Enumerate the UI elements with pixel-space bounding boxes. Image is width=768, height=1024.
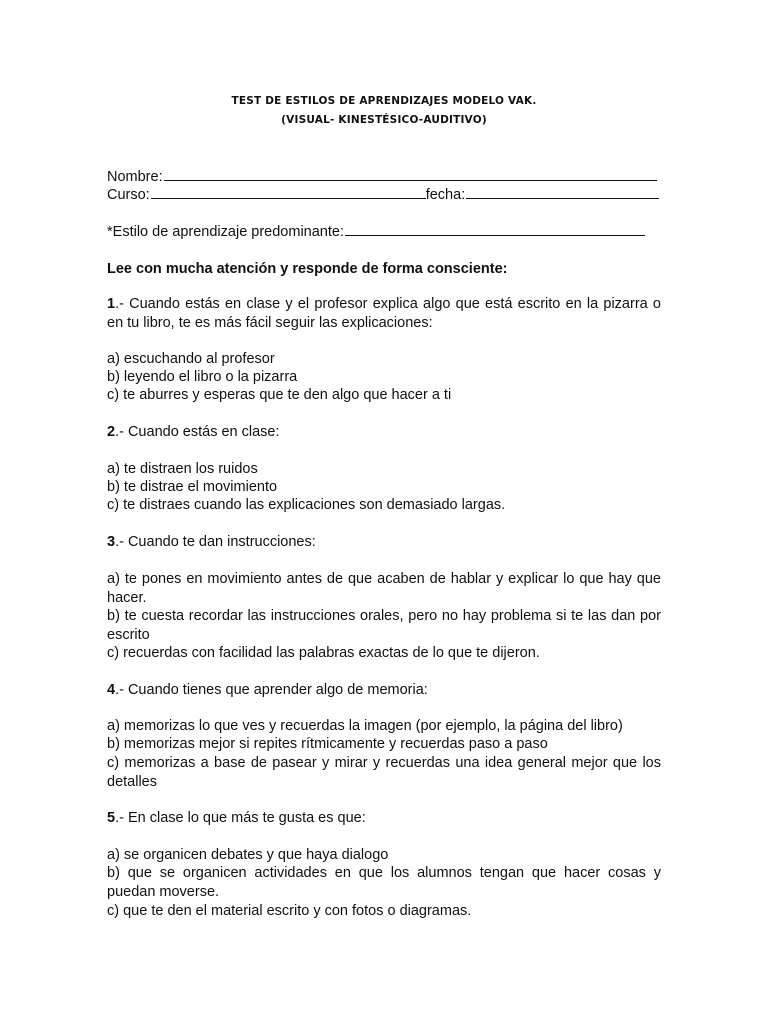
style-field-row — [107, 222, 645, 241]
question-5-text — [107, 809, 366, 827]
question-4-option-a: a) memorizas lo que ves y recuerdas la imagen (por ejemplo, la página del libro) — [107, 718, 623, 734]
question-2-option-b: b) te distrae el movimiento — [107, 479, 278, 495]
question-number: 5 — [107, 810, 116, 826]
question-1-text — [107, 295, 661, 332]
instructions: Lee con mucha atención y responde de forma consciente: — [107, 261, 508, 277]
course-blank-line[interactable] — [151, 185, 426, 199]
question-3-option-a: a) te pones en movimiento antes de que acaben de hablar y explicar lo que hay que hacer. — [107, 571, 661, 606]
question-3-text — [107, 533, 316, 551]
question-5-option-b: b) que se organicen actividades en que los alumnos tengan que hacer cosas y puedan moverse. — [107, 865, 661, 900]
date-blank-line[interactable] — [466, 185, 659, 199]
style-label: *Estilo de aprendizaje predominante: — [107, 224, 344, 240]
name-blank-line[interactable] — [164, 167, 657, 181]
question-5-option-a: a) se organicen debates y que haya dialogo — [107, 847, 389, 863]
question-5-option-c: c) que te den el material escrito y con fotos o diagramas. — [107, 903, 472, 919]
question-number: 4 — [107, 682, 116, 698]
test-subtitle: (VISUAL- KINESTÉSICO-AUDITIVO) — [281, 114, 487, 126]
question-text: .- Cuando estás en clase: — [115, 424, 280, 440]
question-2-text — [107, 423, 280, 441]
question-1-option-b: b) leyendo el libro o la pizarra — [107, 369, 298, 385]
question-1-option-a: a) escuchando al profesor — [107, 351, 275, 367]
question-number: 3 — [107, 534, 116, 550]
course-label: Curso: — [107, 187, 150, 203]
style-blank-line[interactable] — [345, 222, 645, 236]
question-text: .- Cuando te dan instrucciones: — [115, 534, 316, 550]
question-2-option-c: c) te distraes cuando las explicaciones son demasiado largas. — [107, 497, 506, 513]
question-4-option-c: c) memorizas a base de pasear y mirar y recuerdas una idea general mejor que los detalles — [107, 755, 661, 790]
question-3-option-c: c) recuerdas con facilidad las palabras exactas de lo que te dijeron. — [107, 645, 540, 661]
date-label: fecha: — [425, 187, 466, 203]
course-date-row — [107, 185, 659, 204]
question-2-option-a: a) te distraen los ruidos — [107, 461, 258, 477]
question-1-option-c: c) te aburres y esperas que te den algo que hacer a ti — [107, 387, 452, 403]
question-text: .- En clase lo que más te gusta es que: — [115, 810, 366, 826]
name-label: Nombre: — [107, 169, 163, 185]
question-number: 1 — [107, 296, 116, 312]
name-field-row — [107, 167, 657, 186]
question-3-option-b: b) te cuesta recordar las instrucciones orales, pero no hay problema si te las dan por escrito — [107, 608, 661, 643]
question-4-text — [107, 681, 428, 699]
question-number: 2 — [107, 424, 116, 440]
test-title: TEST DE ESTILOS DE APRENDIZAJES MODELO VAK. — [231, 95, 537, 107]
question-text: .- Cuando tienes que aprender algo de memoria: — [115, 682, 428, 698]
question-4-option-b: b) memorizas mejor si repites rítmicamente y recuerdas paso a paso — [107, 736, 548, 752]
question-text: .- Cuando estás en clase y el profesor explica algo que está escrito en la pizarra o en tu libro, te es más fácil seguir las explicaciones: — [107, 296, 661, 331]
